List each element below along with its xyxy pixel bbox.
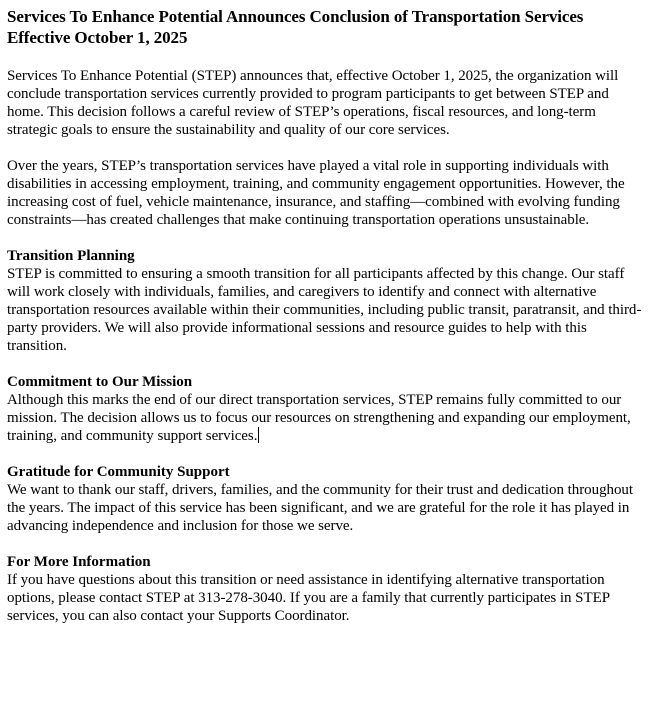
section-heading: Commitment to Our Mission: [7, 374, 193, 390]
section-body-with-caret: [7, 391, 647, 445]
section-commitment-to-mission: [7, 373, 647, 445]
section-more-information: [7, 553, 647, 625]
section-body-text: Although this marks the end of our direct transportation services, STEP remains fully committed to our mission. The decision allows us to focus our resources on strengthening and expanding our employment, training, and community support services.: [7, 392, 631, 444]
section-transition-planning: [7, 247, 647, 355]
section-heading: For More Information: [7, 554, 151, 570]
section-body: STEP is committed to ensuring a smooth transition for all participants affected by this change. Our staff will work closely with individuals, families, and caregivers to identify and connect with alternative transportation resources available within their communities, including public transit, paratransit, and third-party providers. We will also provide informational sessions and resource guides to help with this transition.: [7, 266, 642, 354]
document-body[interactable]: [7, 6, 647, 643]
section-heading: Transition Planning: [7, 248, 135, 264]
section-gratitude: [7, 463, 647, 535]
section-body: If you have questions about this transition or need assistance in identifying alternative transportation options, please contact STEP at 313-278-3040. If you are a family that currently participates in STEP services, you can also contact your Supports Coordinator.: [7, 572, 610, 624]
section-heading: Gratitude for Community Support: [7, 464, 230, 480]
text-cursor: [258, 427, 259, 443]
background-paragraph: Over the years, STEP’s transportation services have played a vital role in supporting individuals with disabilities in accessing employment, training, and community engagement opportunities. However, the increasing cost of fuel, vehicle maintenance, insurance, and staffing—combined with evolving funding constraints—has created challenges that make continuing transportation operations unsustainable.: [7, 158, 625, 228]
intro-paragraph: Services To Enhance Potential (STEP) announces that, effective October 1, 2025, the organization will conclude transportation services currently provided to program participants to get between STEP and home. This decision follows a careful review of STEP’s operations, fiscal resources, and long-term strategic goals to ensure the sustainability and quality of our core services.: [7, 68, 619, 138]
document-title: Services To Enhance Potential Announces Conclusion of Transportation Services Effective October 1, 2025: [7, 7, 584, 47]
section-body: We want to thank our staff, drivers, families, and the community for their trust and dedication throughout the years. The impact of this service has been significant, and we are grateful for the role it has played in advancing independence and inclusion for those we serve.: [7, 482, 633, 534]
